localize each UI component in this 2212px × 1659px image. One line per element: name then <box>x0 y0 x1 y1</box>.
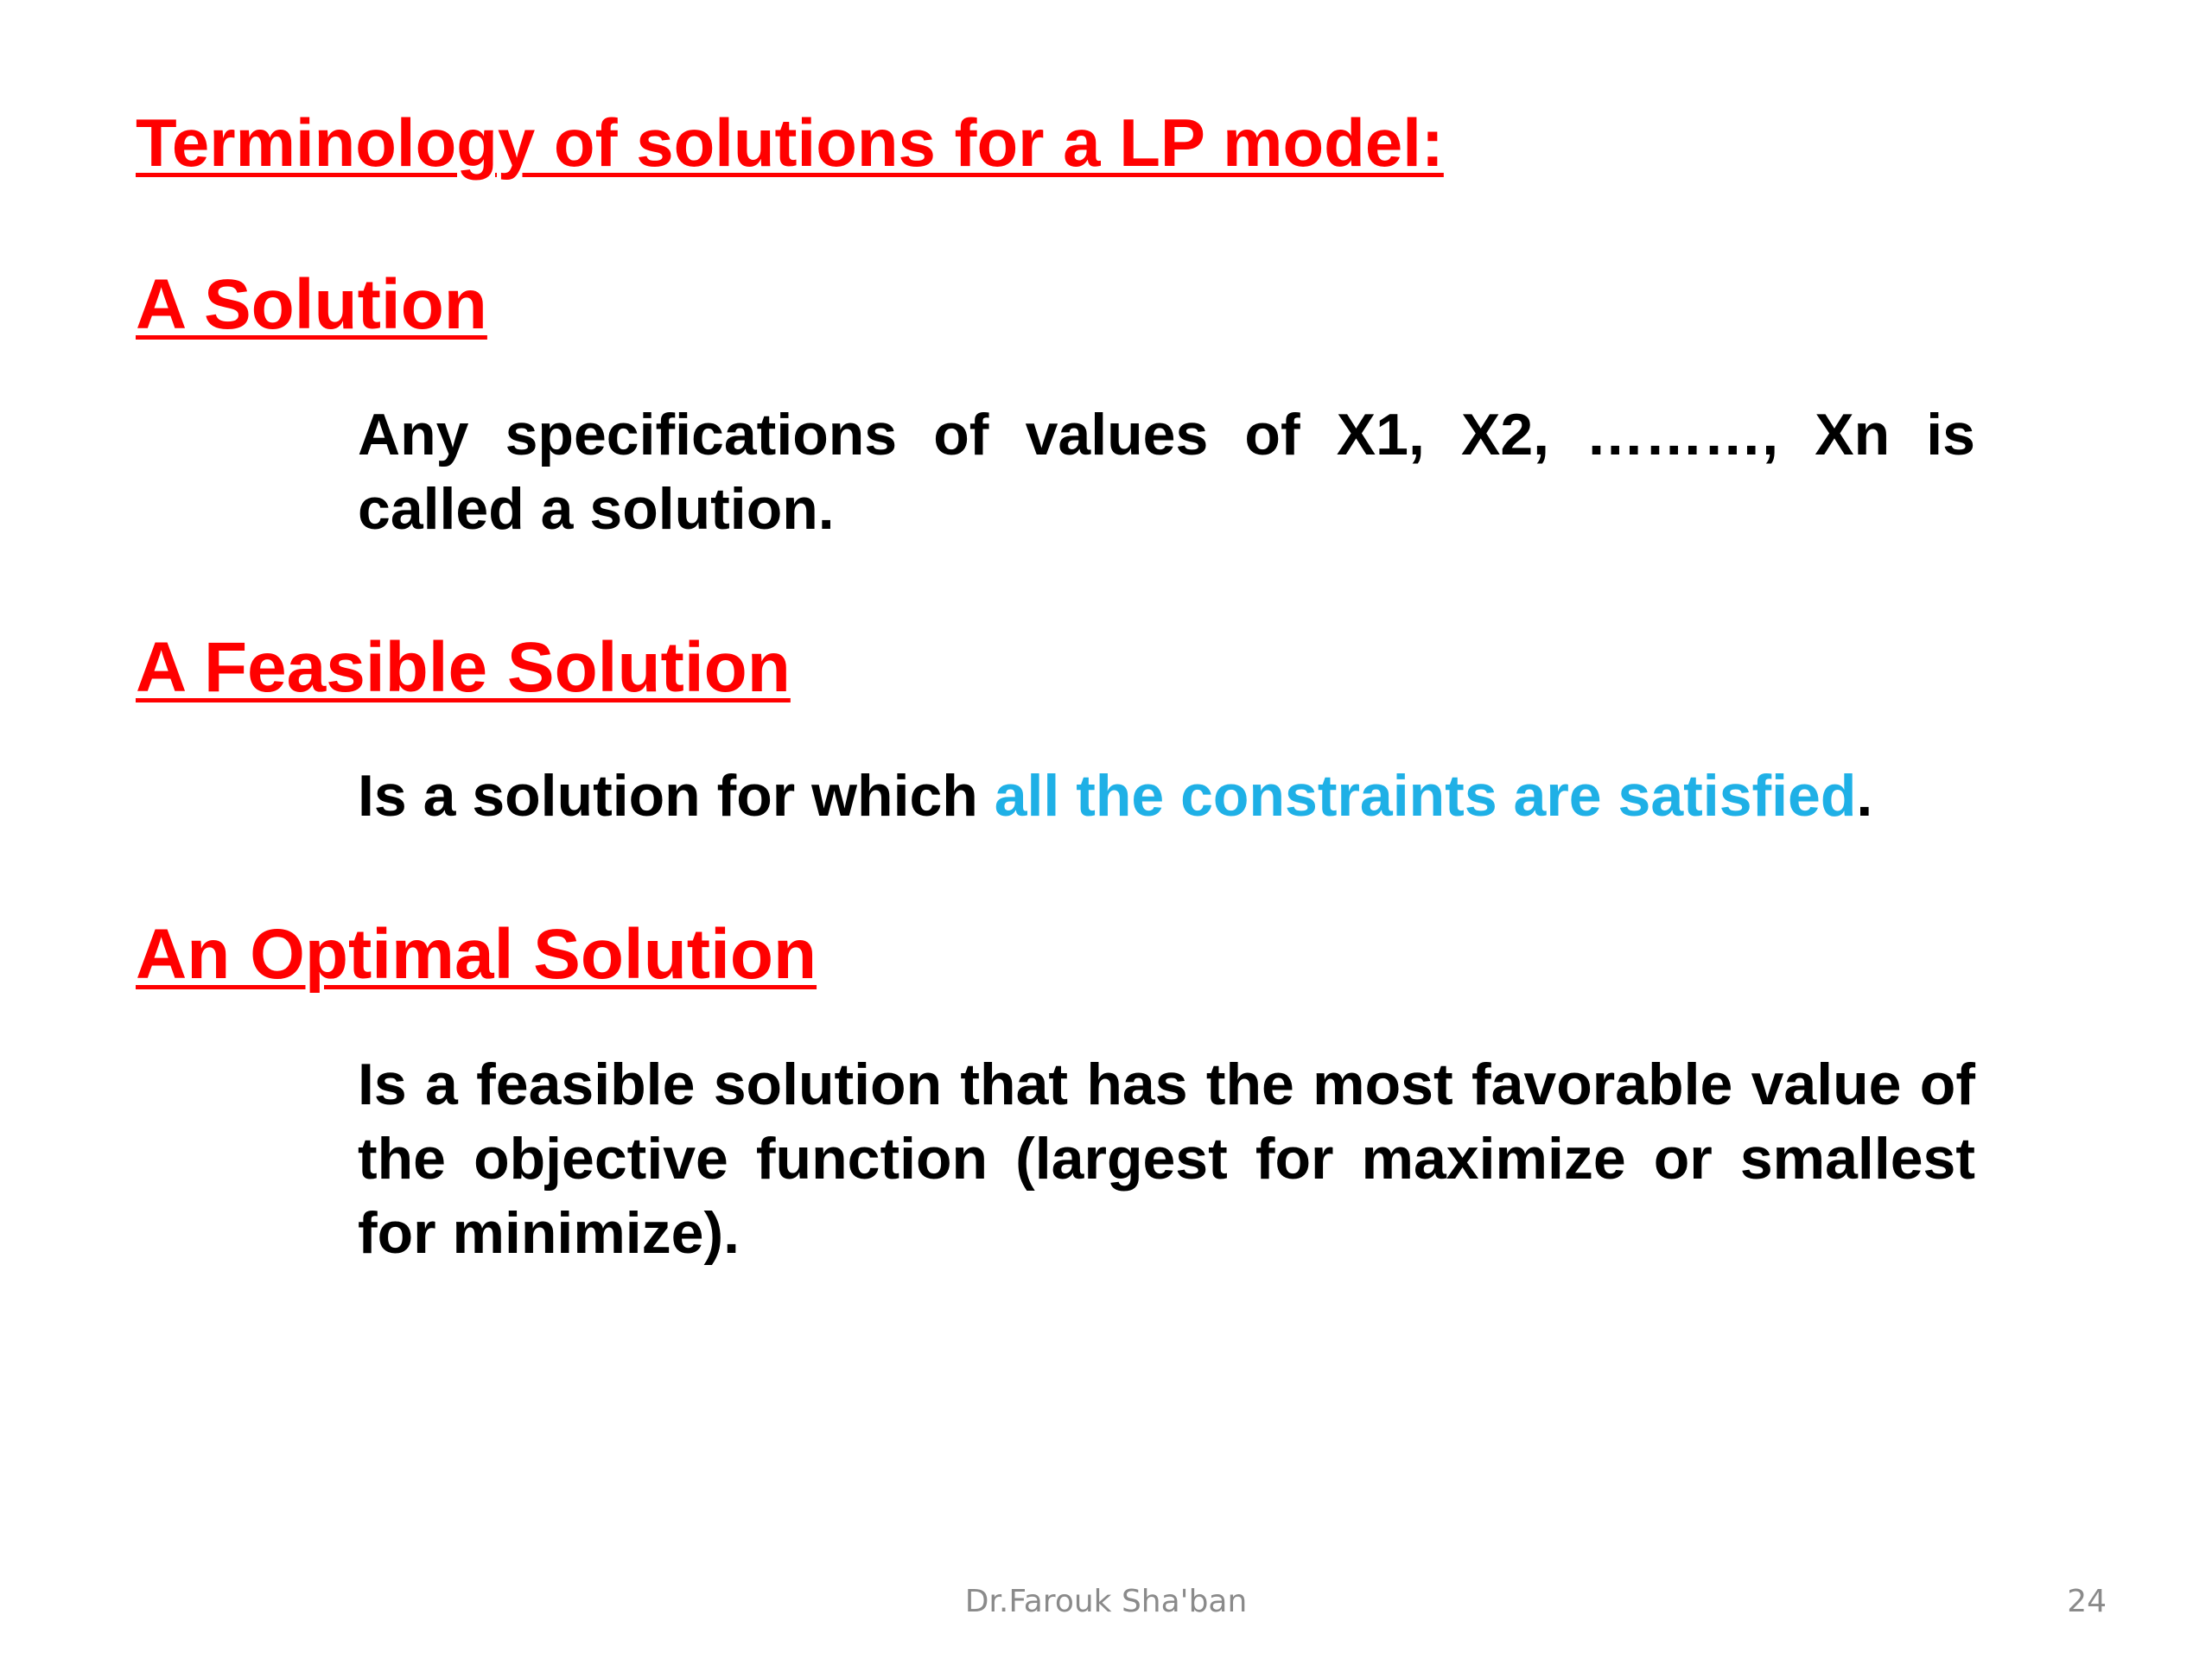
heading-a-solution: A Solution <box>136 265 487 344</box>
definition-feasible-text-after: . <box>1856 763 1873 829</box>
heading-optimal-solution: An Optimal Solution <box>136 915 817 994</box>
definition-feasible-solution <box>358 759 1975 833</box>
definition-feasible-text-before: Is a solution for which <box>358 763 995 829</box>
definition-optimal-solution: Is a feasible solution that has the most favorable value of the objective function (largest for maximize or smallest for minimize). <box>358 1052 1975 1266</box>
slide-title: Terminology of solutions for a LP model: <box>136 105 1444 181</box>
footer-author: Dr.Farouk Sha'ban <box>964 1584 1248 1619</box>
definition-a-solution: Any specifications of values of X1, X2, ………, Xn is called a solution. <box>358 402 1975 542</box>
footer-page-number: 24 <box>2067 1584 2107 1619</box>
heading-feasible-solution: A Feasible Solution <box>136 628 791 707</box>
definition-feasible-highlight: all the constraints are satisfied <box>994 763 1857 829</box>
